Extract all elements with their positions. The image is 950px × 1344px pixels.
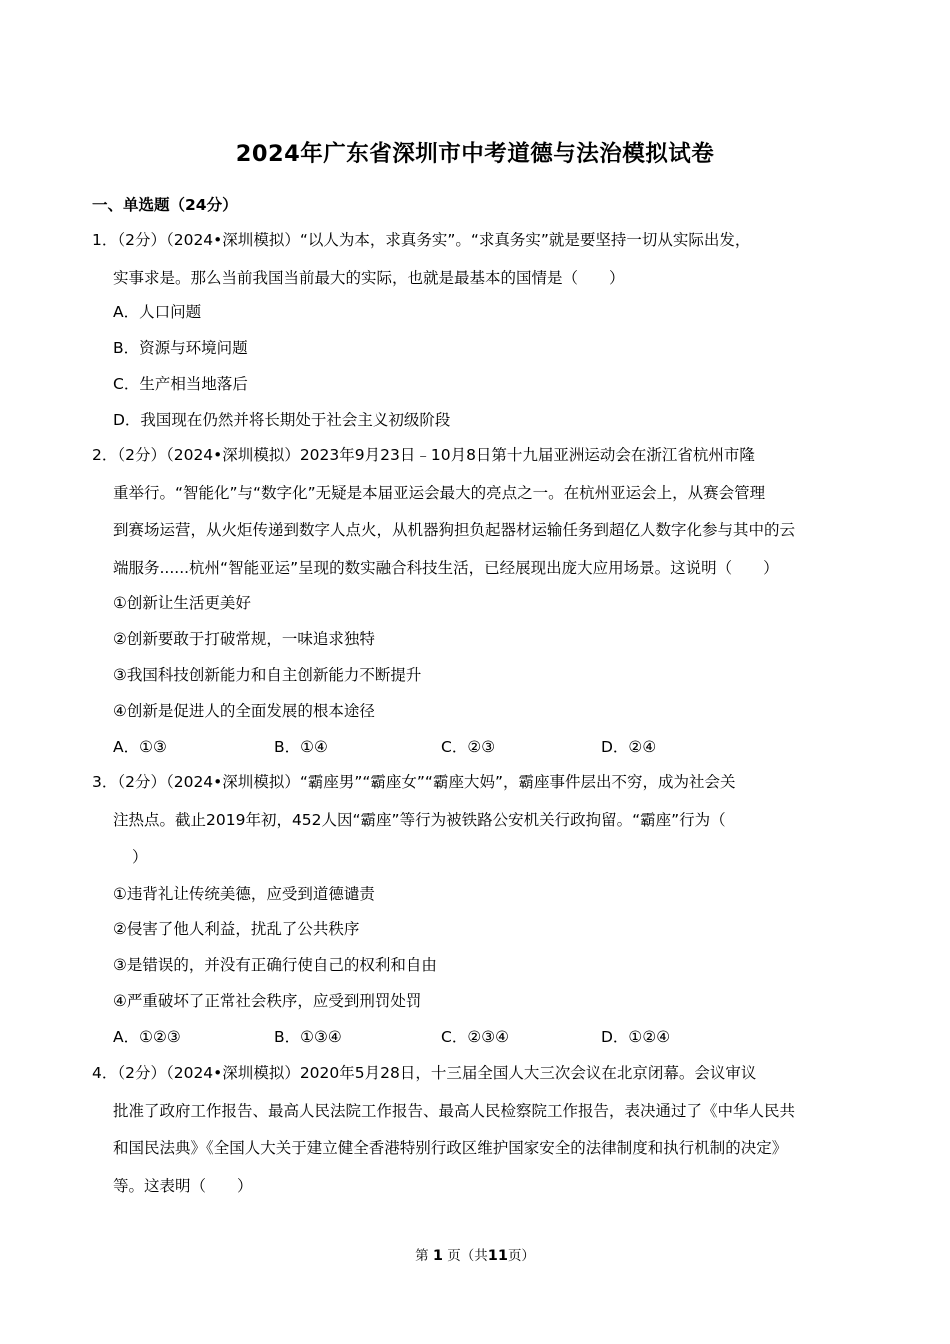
statement-3: ③是错误的，并没有正确行使自己的权利和自由: [113, 956, 437, 974]
question-4: [92, 1055, 860, 1205]
footer-middle: 页（共: [447, 1248, 488, 1264]
question-line: 重举行。“智能化”与“数字化”无疑是本届亚运会最大的亮点之一。在杭州亚运会上，从赛会管理: [113, 483, 766, 502]
question-3: [92, 764, 860, 877]
statement-4: ④严重破坏了正常社会秩序，应受到刑罚处罚: [113, 992, 422, 1010]
statement-2: ②侵害了他人利益，扰乱了公共秩序: [113, 920, 360, 938]
question-line: 实事求是。那么当前我国当前最大的实际，也就是最基本的国情是（ ）: [113, 268, 625, 287]
section-heading: 一、单选题（24分）: [92, 196, 238, 214]
option-a: A．人口问题: [113, 303, 202, 321]
statement-3: ③我国科技创新能力和自主创新能力不断提升: [113, 666, 422, 684]
question-line: 批准了政府工作报告、最高人民法院工作报告、最高人民检察院工作报告，表决通过了《中华人民共: [113, 1101, 796, 1120]
choice-d: D．①②④: [601, 1028, 671, 1046]
question-line: 2．（2分）（2024•深圳模拟）2023年9月23日﹣10月8日第十九届亚洲运动会在浙江省杭州市隆: [92, 446, 755, 464]
footer-prefix: 第: [415, 1248, 429, 1264]
statement-2: ②创新要敢于打破常规，一味追求独特: [113, 630, 375, 648]
question-line: 注热点。截止2019年初，452人因“霸座”等行为被铁路公安机关行政拘留。“霸座”行为（: [113, 810, 726, 829]
question-line: 1．（2分）（2024•深圳模拟）“以人为本，求真务实”。“求真务实”就是要坚持一切从实际出发，: [92, 231, 751, 249]
choice-d: D．②④: [601, 738, 657, 756]
choice-c: C．②③④: [441, 1028, 510, 1046]
footer-suffix: 页）: [507, 1248, 535, 1264]
question-line: ）: [132, 848, 148, 866]
page-footer: [0, 1244, 950, 1264]
question-1: [92, 222, 860, 297]
total-pages: 11: [487, 1248, 508, 1264]
option-b: B．资源与环境问题: [113, 339, 248, 357]
statement-4: ④创新是促进人的全面发展的根本途径: [113, 702, 375, 720]
choice-b: B．①③④: [274, 1028, 342, 1046]
question-line: 等。这表明（ ）: [113, 1176, 253, 1195]
statement-1: ①违背礼让传统美德，应受到道德谴责: [113, 885, 375, 903]
option-c: C．生产相当地落后: [113, 375, 248, 393]
choice-c: C．②③: [441, 738, 496, 756]
question-line: 和国民法典》《全国人大关于建立健全香港特别行政区维护国家安全的法律制度和执行机制的决定》: [113, 1139, 788, 1157]
option-d: D．我国现在仍然并将长期处于社会主义初级阶段: [113, 411, 451, 429]
question-line: 端服务......杭州“智能亚运”呈现的数实融合科技生活，已经展现出庞大应用场景。这说明（ ）: [113, 558, 779, 577]
question-line: 3．（2分）（2024•深圳模拟）“霸座男”“霸座女”“霸座大妈”，霸座事件层出不穷，成为社会关: [92, 773, 736, 791]
page-title: 2024年广东省深圳市中考道德与法治模拟试卷: [235, 141, 715, 167]
question-line: 4．（2分）（2024•深圳模拟）2020年5月28日，十三届全国人大三次会议在北京闭幕。会议审议: [92, 1064, 757, 1082]
question-line: 到赛场运营，从火炬传递到数字人点火，从机器狗担负起器材运输任务到超亿人数字化参与其中的云: [113, 521, 796, 539]
question-2: [92, 437, 860, 587]
choice-b: B．①④: [274, 738, 328, 756]
page-number: 1: [432, 1248, 443, 1264]
choice-a: A．①②③: [113, 1028, 181, 1046]
choice-a: A．①③: [113, 738, 167, 756]
statement-1: ①创新让生活更美好: [113, 594, 251, 612]
